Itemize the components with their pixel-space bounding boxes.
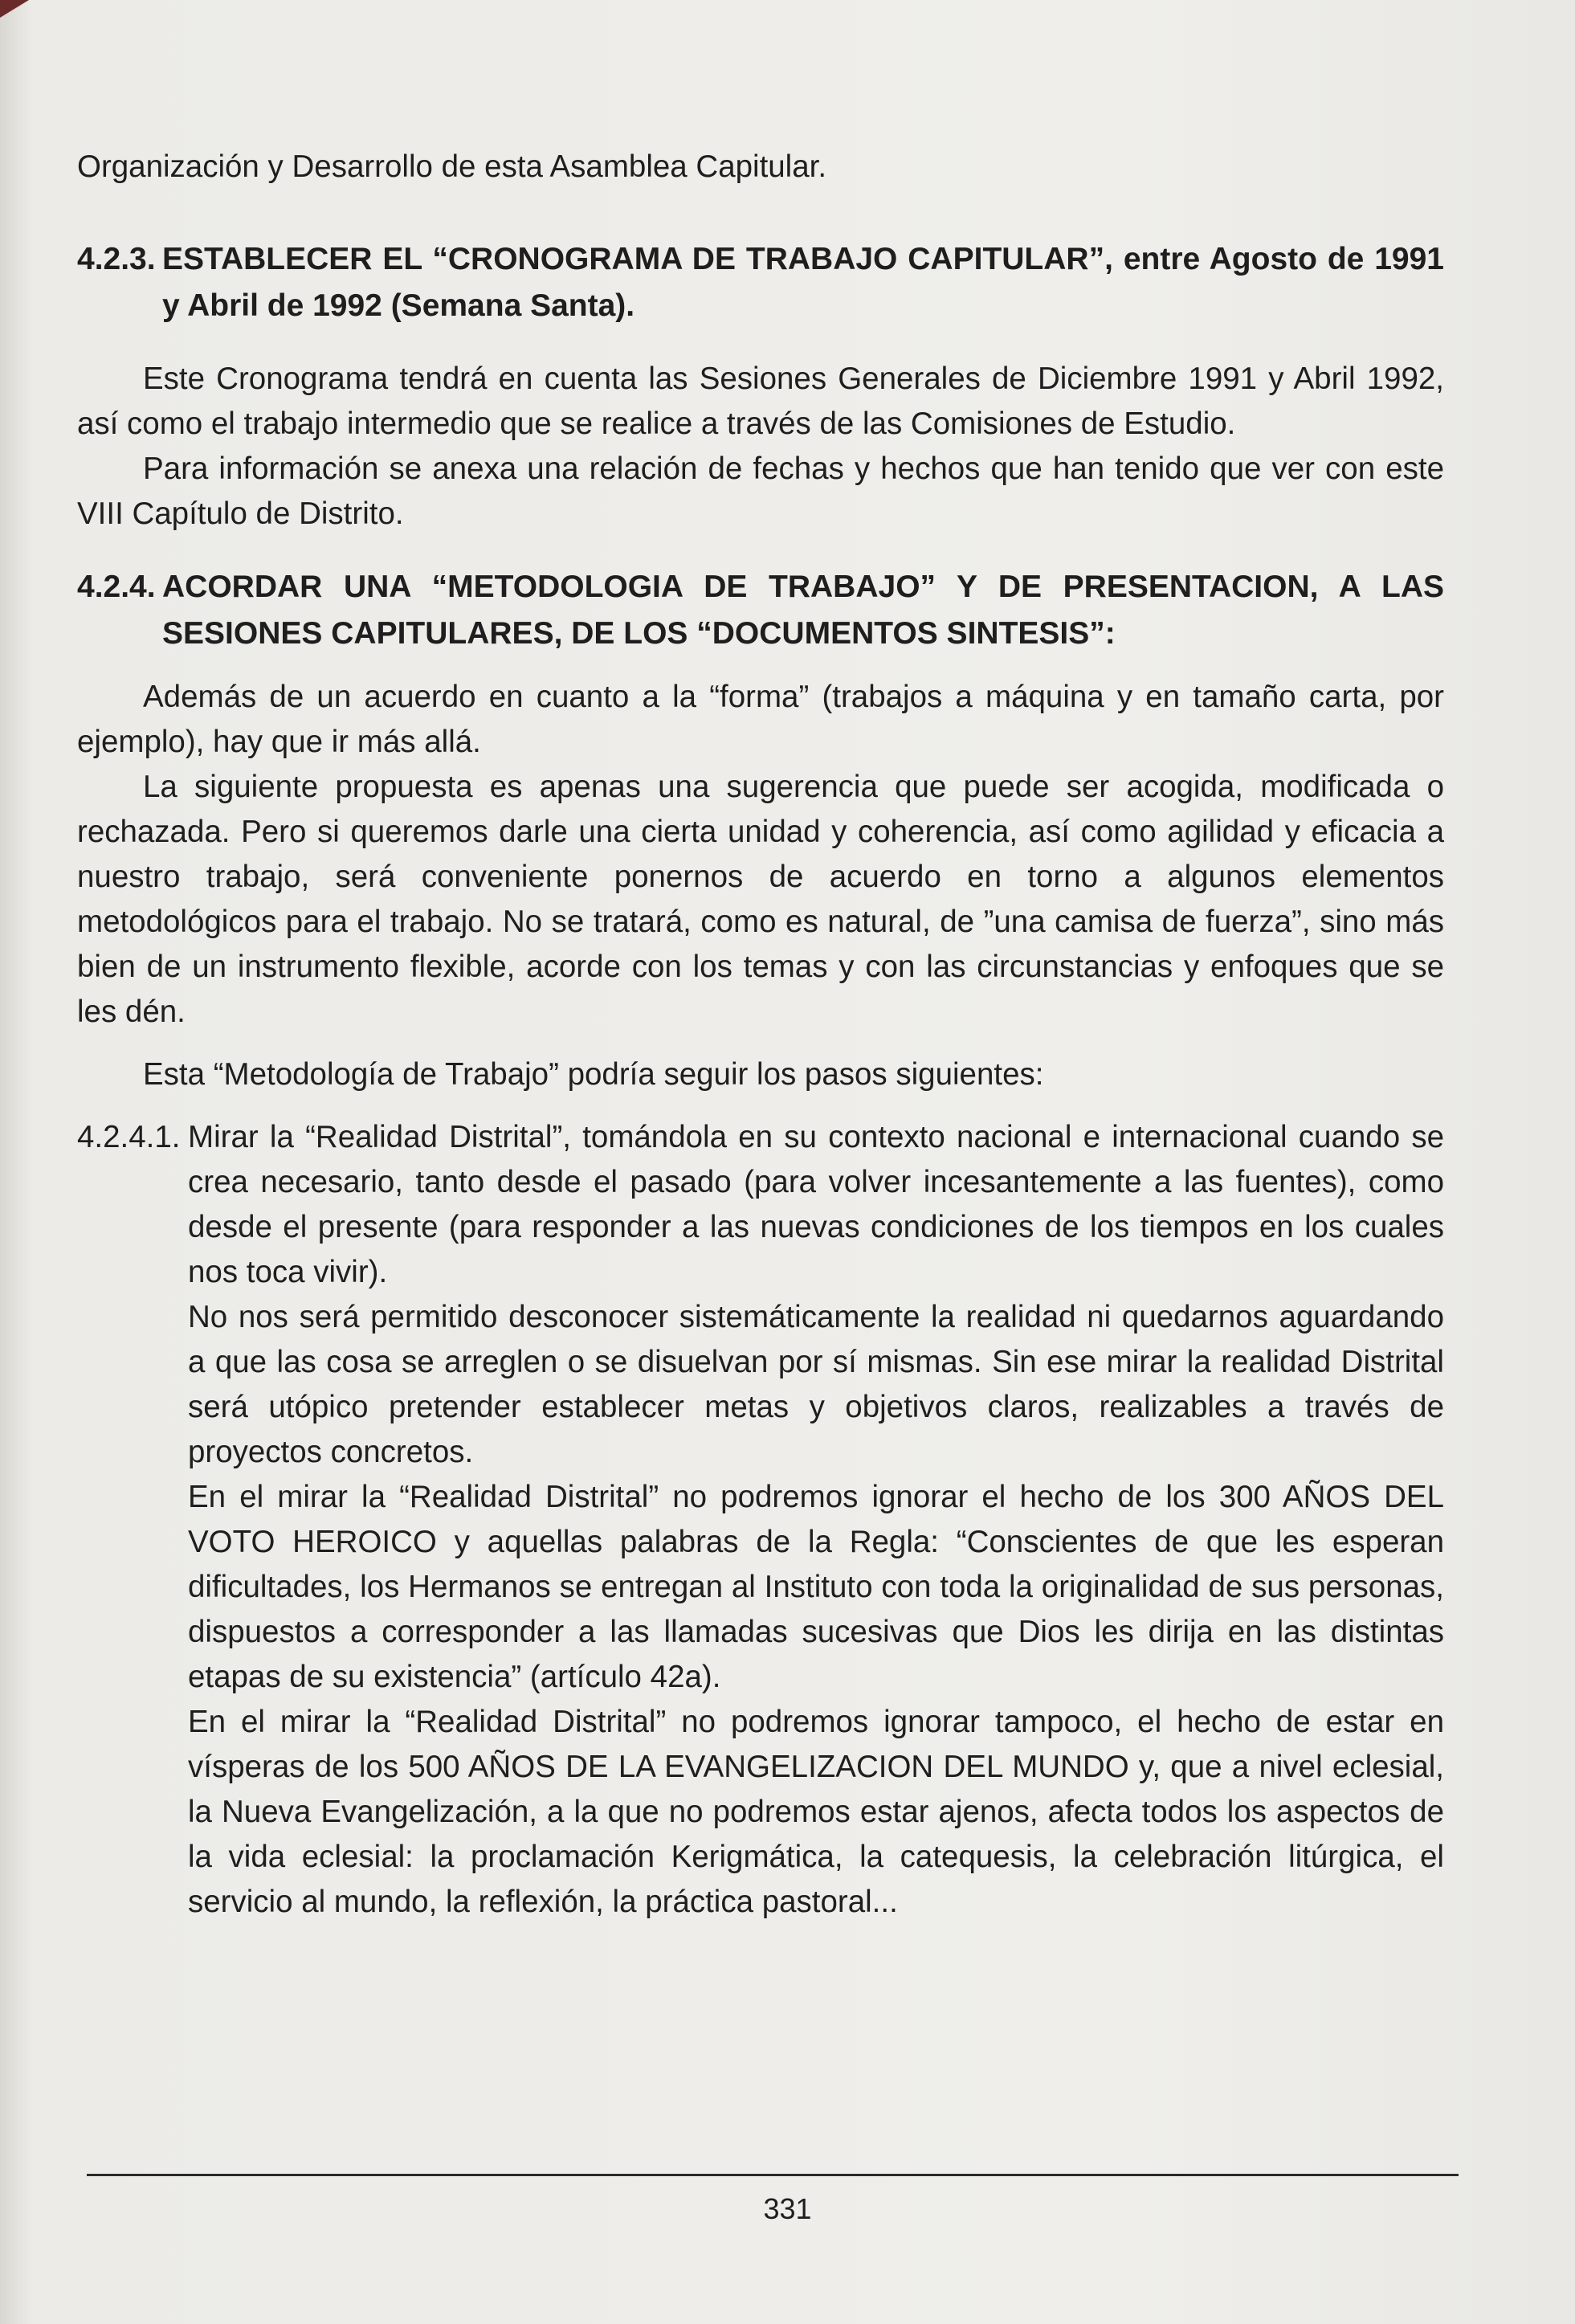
paragraph-informacion: Para información se anexa una relación de fechas y hechos que han tenido que ver con este VIII Capítulo de Distrito. [77, 451, 1444, 531]
paragraph-metodologia: Esta “Metodología de Trabajo” podría seguir los pasos siguientes: [143, 1057, 1044, 1092]
page-corner-shadow [0, 0, 29, 18]
section-number-4-2-3: 4.2.3. [77, 242, 156, 276]
section-number-4-2-4: 4.2.4. [77, 570, 156, 604]
section-title-4-2-3: ESTABLECER EL “CRONOGRAMA DE TRABAJO CAPITULAR”, entre Agosto de 1991 y Abril de 1992 (Semana Santa). [162, 242, 1444, 323]
opening-line: Organización y Desarrollo de esta Asamblea Capitular. [77, 149, 827, 184]
section-heading-4-2-4 [77, 564, 1444, 657]
paragraph-cronograma: Este Cronograma tendrá en cuenta las Sesiones Generales de Diciembre 1991 y Abril 1992, así como el trabajo intermedio que se realice a través de las Comisiones de Estudio. [77, 361, 1444, 441]
item-text-4-2-4-1: Mirar la “Realidad Distrital”, tomándola en su contexto nacional e internacional cuando se crea necesario, tanto desde el pasado (para volver incesantemente a las fuentes), como desde el presente (para responder a las nuevas condiciones de los tiempos en los cuales nos toca vivir). [188, 1120, 1444, 1289]
list-item-4-2-4-1 [77, 1115, 1444, 1295]
page-number: 331 [763, 2192, 812, 2225]
paragraph-voto-heroico: En el mirar la “Realidad Distrital” no podremos ignorar el hecho de los 300 AÑOS DEL VOTO HEROICO y aquellas palabras de la Regla: “Conscientes de que les esperan dificultades, los Hermanos se entregan al Instituto con toda la originalidad de sus personas, dispuestos a corresponder a las llamadas sucesivas que Dios les dirija en las distintas etapas de su existencia” (artículo 42a). [188, 1480, 1444, 1694]
section-title-4-2-4: ACORDAR UNA “METODOLOGIA DE TRABAJO” Y DE PRESENTACION, A LAS SESIONES CAPITULARES, DE LOS “DOCUMENTOS SINTESIS”: [162, 570, 1444, 651]
paragraph-evangelizacion: En el mirar la “Realidad Distrital” no podremos ignorar tampoco, el hecho de estar en vísperas de los 500 AÑOS DE LA EVANGELIZACION DEL MUNDO y, que a nivel eclesial, la Nueva Evangelización, a la que no podremos estar ajenos, afecta todos los aspectos de la vida eclesial: la proclamación Kerigmática, la catequesis, la celebración litúrgica, el servicio al mundo, la reflexión, la práctica pastoral... [188, 1705, 1444, 1919]
item-number-4-2-4-1: 4.2.4.1. [77, 1120, 181, 1154]
paragraph-forma: Además de un acuerdo en cuanto a la “forma” (trabajos a máquina y en tamaño carta, por ejemplo), hay que ir más allá. [77, 680, 1444, 759]
page-body [77, 145, 1444, 1925]
paragraph-propuesta: La siguiente propuesta es apenas una sugerencia que puede ser acogida, modificada o rechazada. Pero si queremos darle una cierta unidad y coherencia, así como agilidad y eficacia a nuestro trabajo, será conveniente ponernos de acuerdo en torno a algunos elementos metodológicos para el trabajo. No se tratará, como es natural, de ”una camisa de fuerza”, sino más bien de un instrumento flexible, acorde con los temas y con las circunstancias y enfoques que se les dén. [77, 770, 1444, 1029]
footer-rule [87, 2174, 1459, 2176]
paragraph-realidad: No nos será permitido desconocer sistemáticamente la realidad ni quedarnos aguardando a que las cosa se arreglen o se disuelvan por sí mismas. Sin ese mirar la realidad Distrital será utópico pretender establecer metas y objetivos claros, realizables a través de proyectos concretos. [188, 1300, 1444, 1469]
section-heading-4-2-3 [77, 236, 1444, 329]
